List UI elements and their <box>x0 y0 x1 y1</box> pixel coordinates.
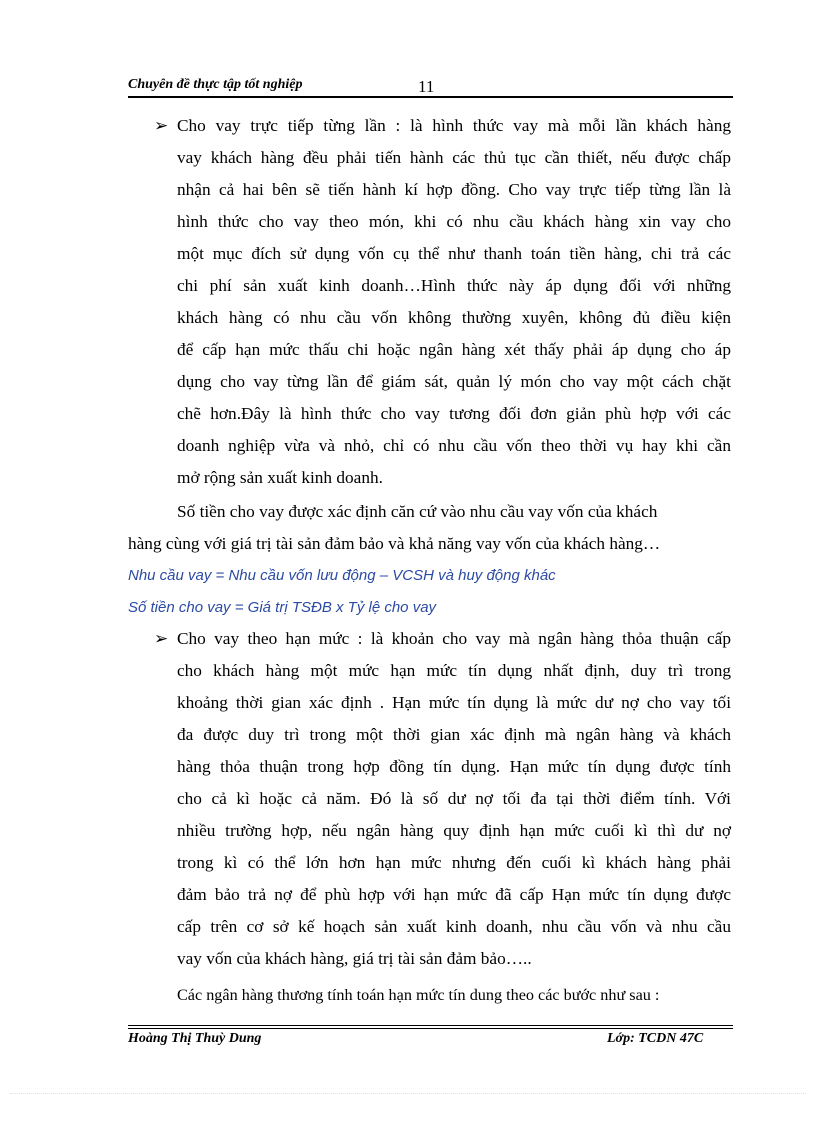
text-line: chi phí sản xuất kinh doanh…Hình thức này áp dụng đối với những <box>177 276 731 295</box>
text-line: Cho vay theo hạn mức : là khoản cho vay mà ngân hàng thỏa thuận cấp <box>177 629 731 648</box>
footer-class: Lớp: TCDN 47C <box>607 1031 704 1046</box>
text-line: Số tiền cho vay được xác định căn cứ vào nhu cầu vay vốn của khách <box>177 502 658 521</box>
footer-rule <box>128 1028 733 1029</box>
text-line: Các ngân hàng thương tính toán hạn mức tín dung theo các bước như sau : <box>177 986 660 1004</box>
text-line: trong kì có thể lớn hơn hạn mức nhưng đến cuối kì khách hàng phải <box>177 853 731 872</box>
text-line: hàng cùng với giá trị tài sản đảm bảo và khả năng vay vốn của khách hàng… <box>128 534 661 553</box>
page-edge-divider <box>10 1093 806 1094</box>
text-line: cho cả kì hoặc cả năm. Đó là số dư nợ tối đa tại thời điểm tính. Với <box>177 789 731 808</box>
text-line: đa được duy trì trong một thời gian xác định mà ngân hàng và khách <box>177 725 731 744</box>
page-number: 11 <box>418 77 435 96</box>
text-line: khách hàng có nhu cầu vốn không thường xuyên, không đủ điều kiện <box>177 308 731 327</box>
footer-author: Hoàng Thị Thuỳ Dung <box>128 1031 262 1046</box>
text-line: vay khách hàng đều phải tiến hành các thủ tục cần thiết, nếu được chấp <box>177 148 731 167</box>
text-line: hình thức cho vay theo món, khi có nhu cầu khách hàng xin vay cho <box>177 212 731 231</box>
text-line: cấp trên cơ sở kế hoạch sản xuất kinh doanh, nhu cầu vốn và nhu cầu <box>177 917 731 936</box>
text-line: nhận cả hai bên sẽ tiến hành kí hợp đồng. Cho vay trực tiếp từng lần là <box>177 180 731 199</box>
text-line: cho khách hàng một mức hạn mức tín dụng nhất định, duy trì trong <box>177 661 731 680</box>
text-line: dụng cho vay từng lần để giám sát, quản lý món cho vay một cách chặt <box>177 372 731 391</box>
page-header <box>128 74 733 96</box>
formula-line: Số tiền cho vay = Giá trị TSĐB x Tỷ lệ cho vay <box>128 599 437 616</box>
text-line: một mục đích sử dụng vốn cụ thể như thanh toán tiền hàng, chi trả các <box>177 244 731 263</box>
header-rule <box>128 96 733 98</box>
text-line: Cho vay trực tiếp từng lần : là hình thức vay mà mỗi lần khách hàng <box>177 116 731 135</box>
text-line: chẽ hơn.Đây là hình thức cho vay tương đối đơn giản phù hợp với các <box>177 404 731 423</box>
text-line: doanh nghiệp vừa và nhỏ, chỉ có nhu cầu vốn theo thời vụ hay khi cần <box>177 436 731 455</box>
header-title: Chuyên đề thực tập tốt nghiệp <box>128 77 303 92</box>
text-line: khoảng thời gian xác định . Hạn mức tín dụng là mức dư nợ cho vay tối <box>177 693 731 712</box>
formula-line: Nhu cầu vay = Nhu cầu vốn lưu động – VCSH và huy động khác <box>128 567 556 584</box>
text-line: nhiều trường hợp, nếu ngân hàng quy định hạn mức cuối kì thì dư nợ <box>177 821 731 840</box>
bullet-icon: ➢ <box>154 629 169 648</box>
text-line: vay vốn của khách hàng, giá trị tài sản đảm bảo….. <box>177 949 532 968</box>
text-line: hàng thỏa thuận trong hợp đồng tín dụng. Hạn mức tín dụng được tính <box>177 757 731 776</box>
bullet-icon: ➢ <box>154 116 169 135</box>
text-line: đảm bảo trả nợ để phù hợp với hạn mức đã cấp Hạn mức tín dụng được <box>177 885 731 904</box>
text-line: mở rộng sản xuất kinh doanh. <box>177 468 383 487</box>
text-line: để cấp hạn mức thấu chi hoặc ngân hàng xét thấy phải áp dụng cho áp <box>177 340 731 359</box>
footer-rule <box>128 1025 733 1026</box>
